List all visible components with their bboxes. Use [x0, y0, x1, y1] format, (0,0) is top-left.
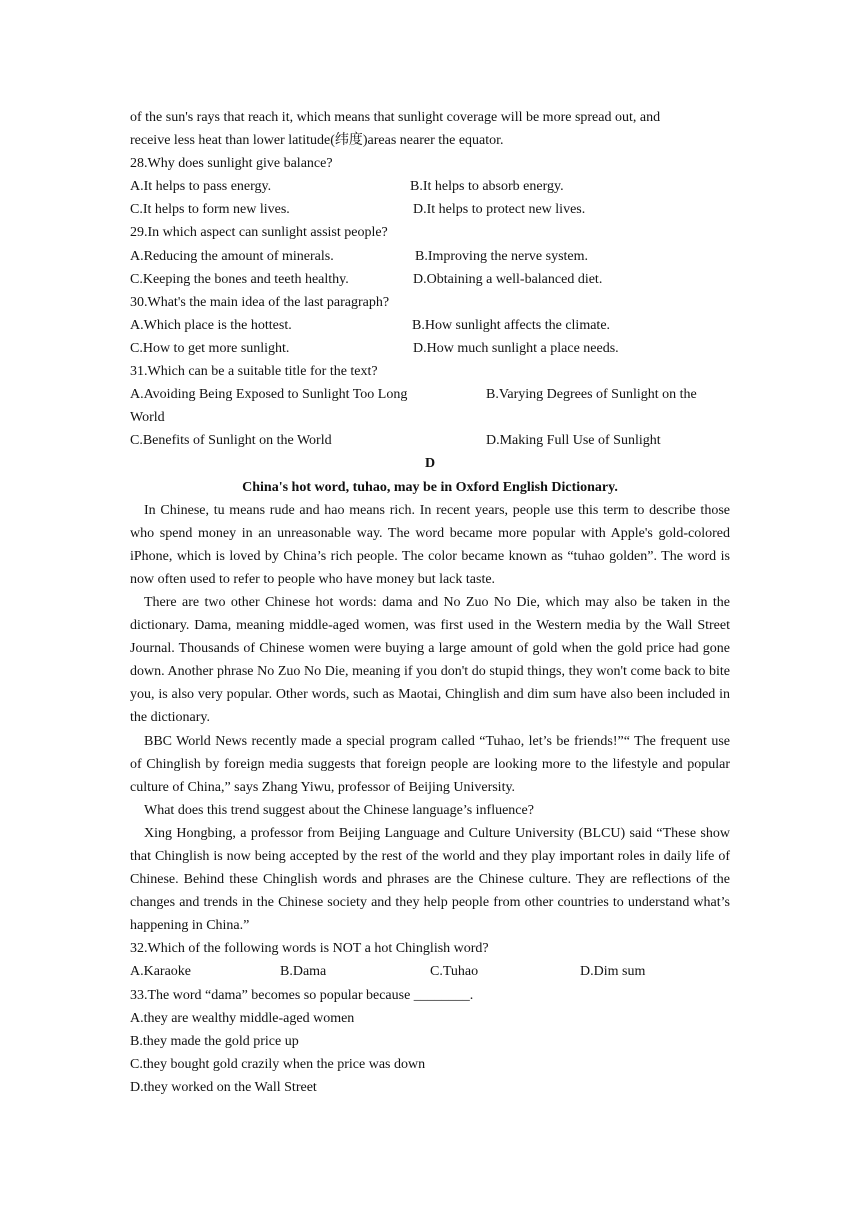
option-d: D.Making Full Use of Sunlight	[486, 433, 661, 449]
options-row	[130, 383, 730, 406]
option-d: D.It helps to protect new lives.	[413, 202, 586, 218]
option-a: A.Reducing the amount of minerals.	[130, 248, 334, 264]
options-row	[130, 175, 730, 198]
options-row	[130, 337, 730, 360]
section-letter: D	[424, 456, 436, 472]
option-c: C.Benefits of Sunlight on the World	[130, 433, 332, 449]
options-row	[130, 429, 730, 452]
question-31: 31.Which can be a suitable title for the text?	[130, 364, 378, 380]
option-a: A.Karaoke	[130, 964, 192, 980]
option-a: A.they are wealthy middle-aged women	[130, 1010, 355, 1026]
option-b: B.Varying Degrees of Sunlight on the	[486, 387, 697, 403]
option-c: C.they bought gold crazily when the price was down	[130, 1056, 426, 1072]
option-a: A.Avoiding Being Exposed to Sunlight Too Long	[130, 387, 408, 403]
option-d: D.they worked on the Wall Street	[130, 1079, 317, 1095]
option-b: B.It helps to absorb energy.	[410, 179, 564, 195]
intro-line: of the sun's rays that reach it, which means that sunlight coverage will be more spread out, and	[130, 110, 661, 125]
article-paragraph: What does this trend suggest about the Chinese language’s influence?	[144, 802, 534, 818]
option-b-continued: World	[130, 410, 165, 426]
article-paragraph: There are two other Chinese hot words: dama and No Zuo No Die, which may also be taken in the dictionary. Dama, meaning middle-aged women, was first used in the Western media by the Wall Street Journal. Thousands of Chinese women were buying a large amount of gold when the gold price had gone down. Another phrase No Zuo No Die, meaning if you don't do stupid things, they won't come back to bite you, is also very popular. Other words, such as Maotai, Chinglish and dim sum have also been included in the dictionary.	[130, 594, 730, 726]
document-page	[130, 106, 730, 1099]
options-row	[130, 245, 730, 268]
question-32: 32.Which of the following words is NOT a hot Chinglish word?	[130, 941, 489, 957]
question-33: 33.The word “dama” becomes so popular because ________.	[130, 987, 474, 1003]
question-29: 29.In which aspect can sunlight assist people?	[130, 225, 388, 241]
article-paragraph: In Chinese, tu means rude and hao means rich. In recent years, people use this term to describe those who spend money in an unreasonable way. The word became more popular with Apple's gold-colored iPhone, which is loved by China’s rich people. The color became known as “tuhao golden”. The word is now often used to refer to people who have money but lack taste.	[130, 502, 730, 587]
options-row	[130, 268, 730, 291]
option-c: C.Keeping the bones and teeth healthy.	[130, 271, 349, 287]
intro-line: receive less heat than lower latitude(纬度)areas nearer the equator.	[130, 133, 504, 149]
article-title: China's hot word, tuhao, may be in Oxford English Dictionary.	[242, 479, 618, 495]
option-b: B.Dama	[280, 964, 327, 980]
option-b: B.Improving the nerve system.	[415, 248, 589, 264]
option-d: D.Obtaining a well-balanced diet.	[413, 271, 603, 287]
question-30: 30.What's the main idea of the last paragraph?	[130, 294, 390, 310]
option-c: C.It helps to form new lives.	[130, 202, 290, 218]
option-d: D.How much sunlight a place needs.	[413, 340, 619, 356]
article-paragraph: Xing Hongbing, a professor from Beijing Language and Culture University (BLCU) said “These show that Chinglish is now being accepted by the rest of the world and they play important roles in daily life of Chinese. Behind these Chinglish words and phrases are the Chinese culture. They are reflections of the changes and trends in the Chinese society and they help people from other countries to understand what’s happening in China.”	[130, 825, 730, 934]
option-b: B.they made the gold price up	[130, 1033, 299, 1049]
question-28: 28.Why does sunlight give balance?	[130, 156, 333, 172]
article-paragraph: BBC World News recently made a special program called “Tuhao, let’s be friends!”“ The frequent use of Chinglish by foreign media suggests that foreign people are looking more to the lifestyle and popular culture of China,” says Zhang Yiwu, professor of Beijing University.	[130, 733, 730, 795]
options-row	[130, 960, 730, 983]
option-a: A.Which place is the hottest.	[130, 317, 292, 333]
option-c: C.Tuhao	[430, 964, 479, 980]
option-c: C.How to get more sunlight.	[130, 340, 290, 356]
option-b: B.How sunlight affects the climate.	[412, 317, 611, 333]
options-row	[130, 198, 730, 221]
option-d: D.Dim sum	[580, 964, 646, 980]
option-a: A.It helps to pass energy.	[130, 179, 272, 195]
options-row	[130, 314, 730, 337]
